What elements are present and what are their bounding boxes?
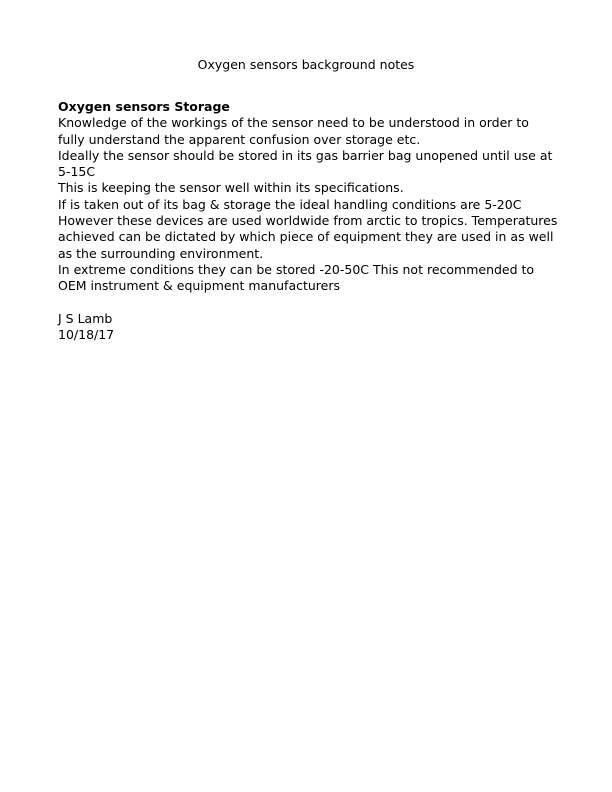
paragraph-spacer xyxy=(58,295,558,311)
section-heading: Oxygen sensors Storage xyxy=(58,99,230,114)
paragraph-specifications: This is keeping the sensor well within its specifications. xyxy=(58,180,404,196)
document-title: Oxygen sensors background notes xyxy=(197,57,415,72)
paragraph-extreme-conditions: In extreme conditions they can be stored -20-50C This not recommended to OEM instrument & equipment manufacturers xyxy=(58,261,535,294)
paragraph-worldwide-use: However these devices are used worldwide from arctic to tropics. Temperatures achieved can be dictated by which piece of equipment they are used in as well as the surrounding environment. xyxy=(58,213,558,261)
document-date: 10/18/17 xyxy=(58,327,115,343)
document-body xyxy=(58,99,558,343)
author-name: J S Lamb xyxy=(58,310,113,326)
paragraph-handling-conditions: If is taken out of its bag & storage the ideal handling conditions are 5-20C xyxy=(58,196,522,212)
paragraph-ideal-storage: Ideally the sensor should be stored in its gas barrier bag unopened until use at 5-15C xyxy=(58,147,553,180)
paragraph-knowledge: Knowledge of the workings of the sensor need to be understood in order to fully understand the apparent confusion over storage etc. xyxy=(58,115,529,147)
